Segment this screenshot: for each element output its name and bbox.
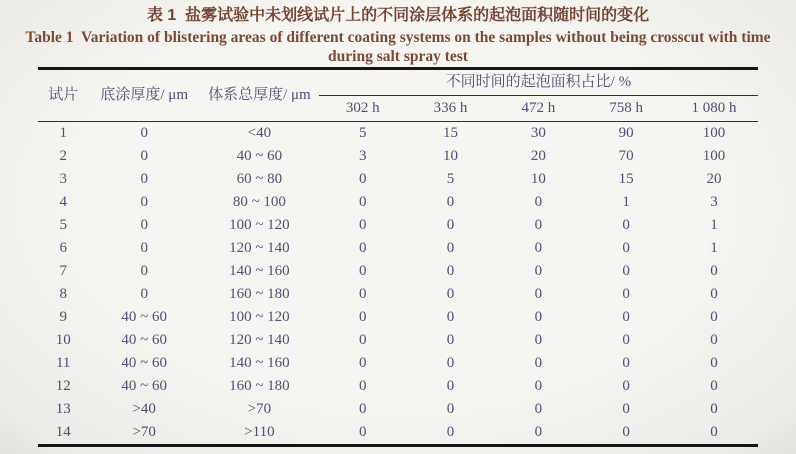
table-row xyxy=(38,352,758,375)
cell: 0 xyxy=(446,286,455,302)
cell: 0 xyxy=(534,263,543,279)
table-row xyxy=(38,168,758,191)
cell: 12 xyxy=(55,378,71,394)
cell: >110 xyxy=(244,424,275,440)
cell: 0 xyxy=(622,401,630,417)
col-header-total-thickness: 体系总厚度/ μm xyxy=(208,87,311,103)
cell: 0 xyxy=(358,355,367,371)
cell: 0 xyxy=(446,263,455,279)
cell: 8 xyxy=(59,286,67,302)
cell: 100 xyxy=(702,148,726,164)
cell: 0 xyxy=(358,194,367,210)
table-caption-english-line1: Table 1 Variation of blistering areas of different coating systems on the samples without being crosscut with time xyxy=(25,29,771,46)
cell: 40 ~ 60 xyxy=(121,332,167,348)
cell: 120 ~ 140 xyxy=(229,332,290,348)
table-row xyxy=(38,375,758,398)
cell: 3 xyxy=(358,148,367,164)
cell: 0 xyxy=(710,401,718,417)
cell: 0 xyxy=(534,401,543,417)
cell: 0 xyxy=(622,355,630,371)
cell: 5 xyxy=(59,217,67,233)
cell: 0 xyxy=(358,286,367,302)
cell: 2 xyxy=(59,148,67,164)
cell: 20 xyxy=(706,171,722,187)
cell: 0 xyxy=(358,263,367,279)
cell: 30 xyxy=(530,125,546,141)
col-header-time-336h: 336 h xyxy=(433,100,468,116)
table-header xyxy=(38,69,758,122)
cell: 0 xyxy=(358,171,367,187)
cell: 0 xyxy=(358,332,367,348)
cell: 13 xyxy=(55,401,71,417)
cell: 0 xyxy=(140,125,148,141)
table-row xyxy=(38,398,758,421)
cell: <40 xyxy=(247,125,272,141)
cell: 140 ~ 160 xyxy=(229,355,290,371)
cell: 0 xyxy=(358,217,367,233)
cell: 0 xyxy=(446,217,455,233)
table-row xyxy=(38,237,758,260)
cell: 0 xyxy=(358,424,367,440)
cell: 5 xyxy=(358,125,367,141)
cell: 0 xyxy=(446,424,455,440)
cell: 9 xyxy=(59,309,67,325)
cell: 0 xyxy=(140,194,148,210)
col-header-time-302h: 302 h xyxy=(345,100,380,116)
cell: 3 xyxy=(59,171,67,187)
cell: >70 xyxy=(132,424,156,440)
cell: 40 ~ 60 xyxy=(121,309,167,325)
cell: 4 xyxy=(59,194,67,210)
cell: 0 xyxy=(710,332,718,348)
cell: 40 ~ 60 xyxy=(121,355,167,371)
table-row xyxy=(38,191,758,214)
cell: 0 xyxy=(710,424,718,440)
table-row xyxy=(38,122,758,146)
cell: 0 xyxy=(446,355,455,371)
table-body xyxy=(38,122,758,446)
cell: 0 xyxy=(710,355,718,371)
cell: 3 xyxy=(710,194,718,210)
cell: 1 xyxy=(59,125,67,141)
cell: 11 xyxy=(55,355,71,371)
cell: 0 xyxy=(358,378,367,394)
cell: 0 xyxy=(534,424,543,440)
cell: 0 xyxy=(140,217,148,233)
cell: 0 xyxy=(710,309,718,325)
header-row-top xyxy=(38,69,758,96)
cell: 10 xyxy=(443,148,459,164)
table-row xyxy=(38,145,758,168)
cell: 0 xyxy=(534,240,543,256)
cell: 0 xyxy=(446,240,455,256)
cell: 0 xyxy=(358,309,367,325)
cell: 0 xyxy=(622,424,630,440)
col-header-primer-thickness: 底涂厚度/ μm xyxy=(100,87,188,103)
cell: >40 xyxy=(132,401,156,417)
cell: 0 xyxy=(534,194,543,210)
cell: 0 xyxy=(534,378,543,394)
col-header-time-1080h: 1 080 h xyxy=(691,100,737,116)
cell: 0 xyxy=(140,263,148,279)
cell: 0 xyxy=(358,401,367,417)
cell: 0 xyxy=(140,148,148,164)
cell: 0 xyxy=(622,263,630,279)
cell: 10 xyxy=(530,171,546,187)
col-header-time-758h: 758 h xyxy=(609,100,644,116)
cell: 0 xyxy=(622,332,630,348)
cell: 90 xyxy=(618,125,634,141)
cell: 40 ~ 60 xyxy=(121,378,167,394)
cell: 1 xyxy=(622,194,630,210)
cell: 10 xyxy=(55,332,71,348)
cell: 40 ~ 60 xyxy=(236,148,283,164)
col-header-time-472h: 472 h xyxy=(521,100,556,116)
table-row xyxy=(38,421,758,446)
cell: 160 ~ 180 xyxy=(229,378,290,394)
col-header-blistering-area-group: 不同时间的起泡面积占比/ % xyxy=(319,69,758,96)
cell: 0 xyxy=(140,240,148,256)
cell: 0 xyxy=(534,355,543,371)
col-header-specimen: 试片 xyxy=(48,87,79,103)
cell: 1 xyxy=(710,217,718,233)
cell: 0 xyxy=(710,263,718,279)
cell: 14 xyxy=(55,424,71,440)
table-caption-chinese: 表 1 盐雾试验中未划线试片上的不同涂层体系的起泡面积随时间的变化 xyxy=(146,7,650,24)
cell: 100 ~ 120 xyxy=(229,309,290,325)
cell: 0 xyxy=(446,309,455,325)
cell: 0 xyxy=(446,378,455,394)
cell: 0 xyxy=(622,378,630,394)
cell: 0 xyxy=(534,286,543,302)
cell: 0 xyxy=(140,171,148,187)
cell: 0 xyxy=(534,217,543,233)
table-row xyxy=(38,283,758,306)
cell: 7 xyxy=(59,263,67,279)
cell: 0 xyxy=(534,309,543,325)
cell: 0 xyxy=(622,217,630,233)
cell: 5 xyxy=(446,171,455,187)
cell: 0 xyxy=(534,332,543,348)
cell: 140 ~ 160 xyxy=(229,263,290,279)
table-row xyxy=(38,306,758,329)
cell: 0 xyxy=(140,286,148,302)
cell: 100 ~ 120 xyxy=(229,217,290,233)
table-row xyxy=(38,260,758,283)
cell: 15 xyxy=(443,125,459,141)
cell: 160 ~ 180 xyxy=(229,286,290,302)
cell: 0 xyxy=(710,378,718,394)
table-row xyxy=(38,329,758,352)
cell: 70 xyxy=(618,148,634,164)
cell: 0 xyxy=(710,286,718,302)
cell: 100 xyxy=(702,125,726,141)
cell: >70 xyxy=(247,401,272,417)
cell: 0 xyxy=(622,240,630,256)
cell: 120 ~ 140 xyxy=(229,240,290,256)
cell: 0 xyxy=(622,309,630,325)
blistering-data-table xyxy=(38,67,758,447)
cell: 15 xyxy=(618,171,634,187)
cell: 60 ~ 80 xyxy=(236,171,283,187)
cell: 0 xyxy=(358,240,367,256)
cell: 6 xyxy=(59,240,67,256)
cell: 1 xyxy=(710,240,718,256)
cell: 0 xyxy=(446,194,455,210)
table-row xyxy=(38,214,758,237)
cell: 0 xyxy=(446,401,455,417)
cell: 80 ~ 100 xyxy=(232,194,286,210)
table-caption-english-line2: during salt spray test xyxy=(328,48,468,65)
cell: 20 xyxy=(530,148,546,164)
table-container xyxy=(38,67,758,447)
cell: 0 xyxy=(622,286,630,302)
cell: 0 xyxy=(446,332,455,348)
